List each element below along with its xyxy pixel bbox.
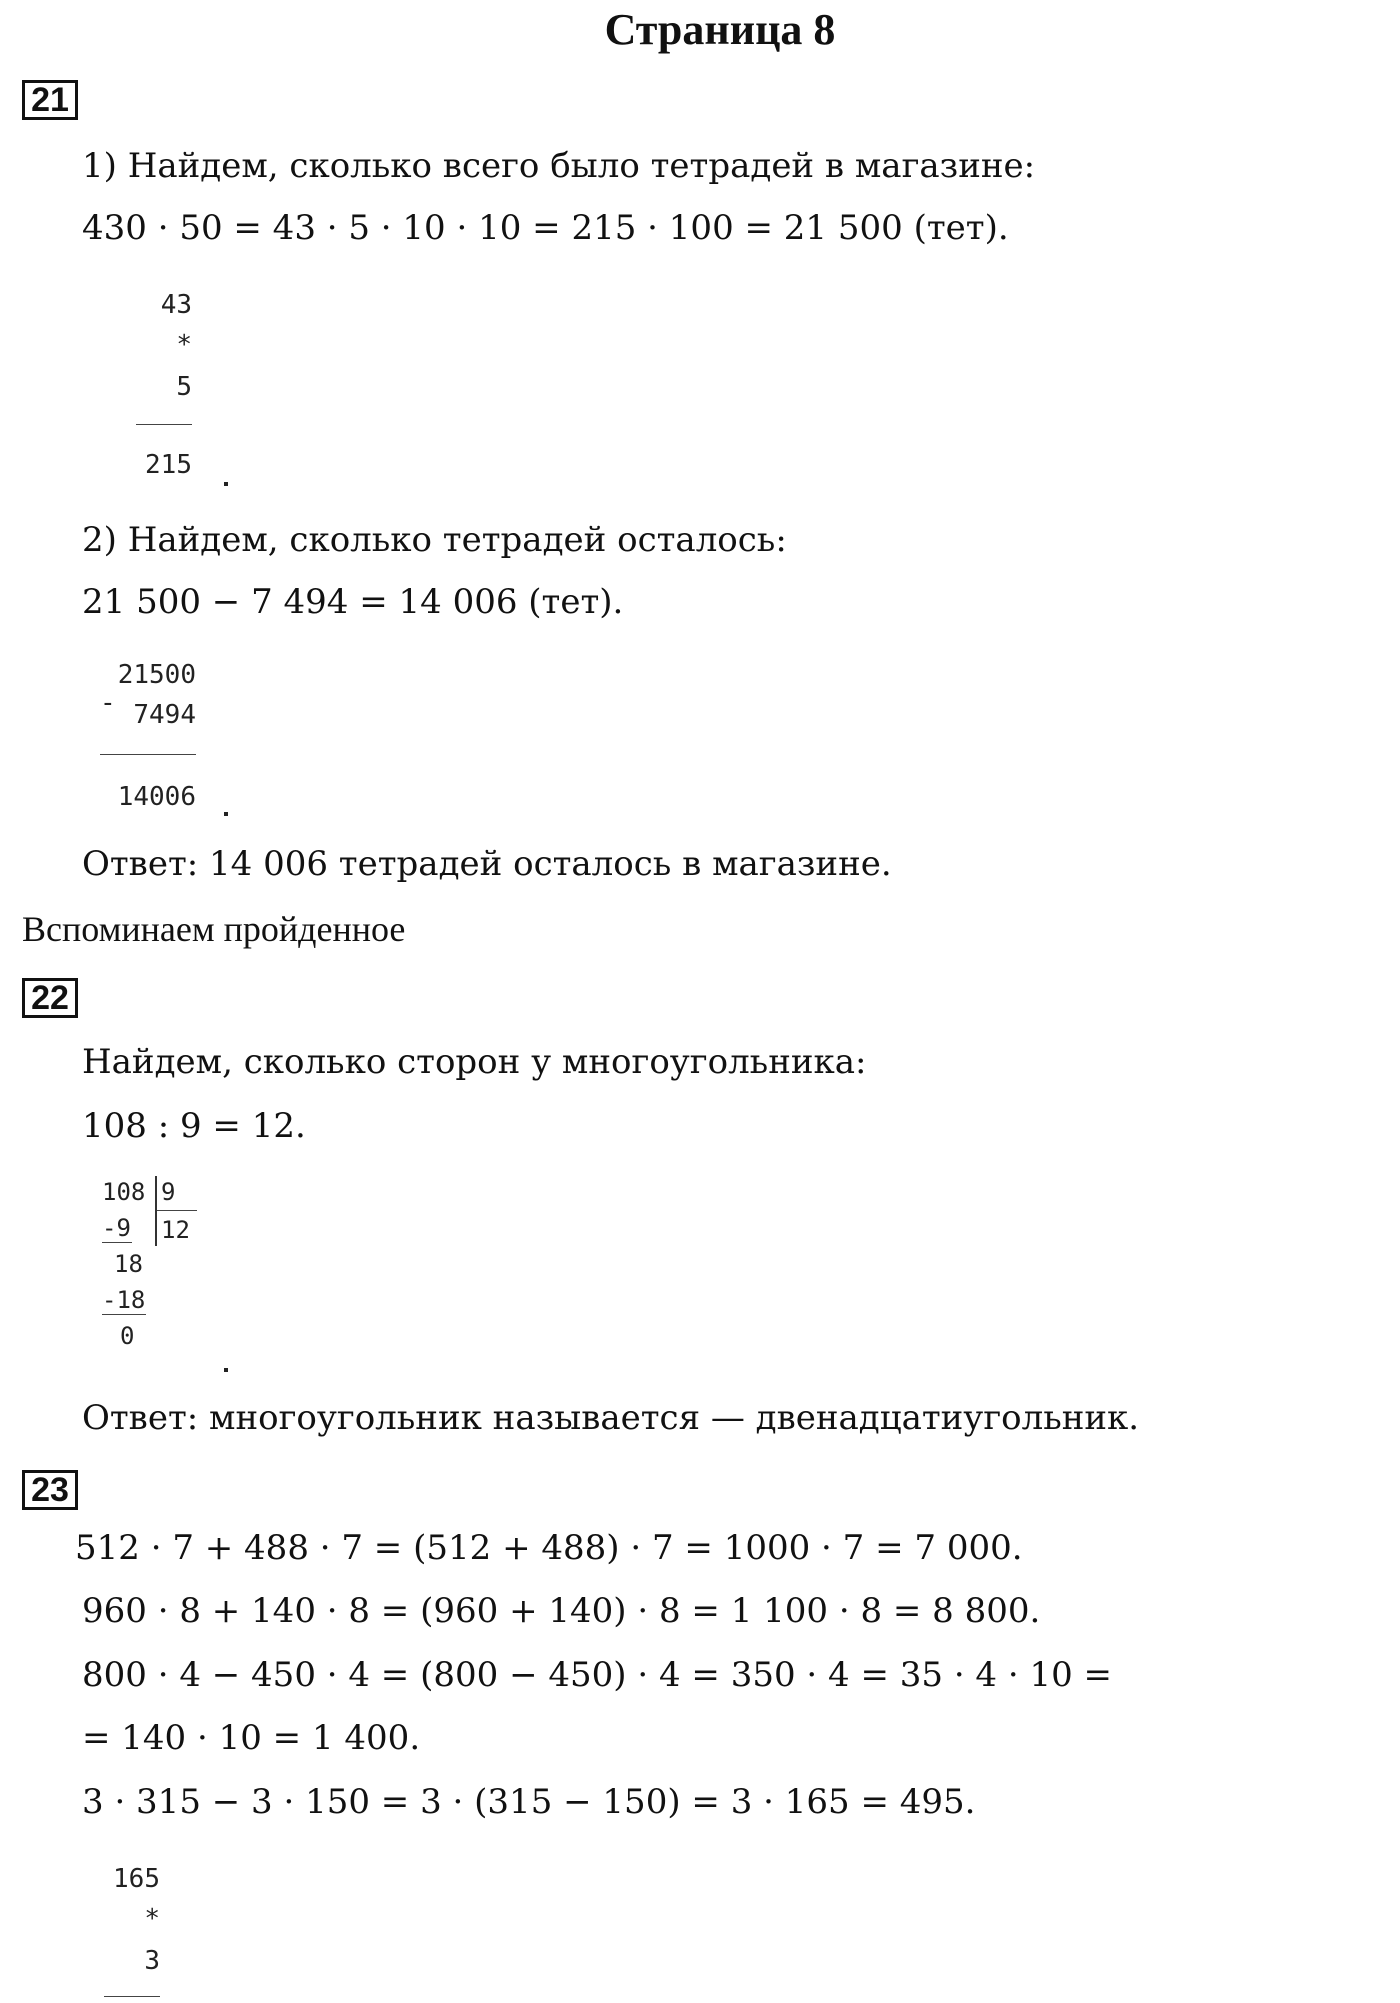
p23-equation2: 960 · 8 + 140 · 8 = (960 + 140) · 8 = 1 100 · 8 = 8 800. <box>82 1591 1041 1631</box>
division-sub1: -9 <box>102 1214 131 1242</box>
division-rem1: 18 <box>114 1250 143 1278</box>
problem-number-23: 23 <box>22 1470 78 1510</box>
division-rule1 <box>102 1242 132 1243</box>
problem-number-22: 22 <box>22 978 78 1018</box>
p23-equation1: 512 · 7 + 488 · 7 = (512 + 488) · 7 = 1000 · 7 = 7 000. <box>75 1528 1023 1568</box>
division-rule2 <box>102 1314 146 1315</box>
division-divisor: 9 <box>161 1178 176 1206</box>
calc-operand-a: 165 <box>113 1864 160 1894</box>
p21-equation1: 430 · 50 = 43 · 5 · 10 · 10 = 215 · 100 = 21 500 (тет). <box>82 208 1009 248</box>
p22-answer: Ответ: многоугольник называется — двенадцатиугольник. <box>82 1398 1140 1438</box>
p21-step1: 1) Найдем, сколько всего было тетрадей в магазине: <box>82 146 1036 186</box>
calc-operator: * <box>176 330 192 360</box>
calc-operand-b: 5 <box>176 372 192 402</box>
calc-minuend: 21500 <box>117 660 196 690</box>
calc-subtrahend: 7494 <box>133 700 196 730</box>
calc-dot <box>224 482 228 486</box>
division-quotient: 12 <box>161 1216 190 1244</box>
division-rem2: 0 <box>120 1322 135 1350</box>
division-quotient-rule <box>157 1210 197 1211</box>
calc-result: 215 <box>145 450 192 480</box>
page-title: Страница 8 <box>604 5 836 54</box>
section-label: Вспоминаем пройденное <box>22 909 406 949</box>
calc-operand-a: 43 <box>160 290 192 320</box>
calc-dot <box>224 812 228 816</box>
p22-step1: Найдем, сколько сторон у многоугольника: <box>82 1042 867 1082</box>
calc-operator: * <box>144 1904 160 1934</box>
p23-equation3: 800 · 4 − 450 · 4 = (800 − 450) · 4 = 350 · 4 = 35 · 4 · 10 = <box>82 1655 1113 1695</box>
p23-equation4: 3 · 315 − 3 · 150 = 3 · (315 − 150) = 3 · 165 = 495. <box>82 1782 976 1822</box>
calc-rule <box>100 754 196 755</box>
division-dividend: 108 <box>102 1178 146 1206</box>
calc-rule <box>104 1996 160 1997</box>
calc-rule <box>136 424 192 425</box>
p21-step2: 2) Найдем, сколько тетрадей осталось: <box>82 520 787 560</box>
p23-equation3-continued: = 140 · 10 = 1 400. <box>82 1718 421 1758</box>
p21-equation2: 21 500 − 7 494 = 14 006 (тет). <box>82 582 624 622</box>
calc-minus-sign: - <box>100 688 116 718</box>
calc-dot <box>224 1368 228 1372</box>
p21-answer: Ответ: 14 006 тетрадей осталось в магазине. <box>82 844 892 884</box>
division-bar <box>155 1176 157 1246</box>
calc-difference: 14006 <box>117 782 196 812</box>
p22-equation1: 108 : 9 = 12. <box>82 1106 306 1146</box>
division-sub2: -18 <box>102 1286 146 1314</box>
problem-number-21: 21 <box>22 80 78 120</box>
calc-operand-b: 3 <box>144 1946 160 1976</box>
